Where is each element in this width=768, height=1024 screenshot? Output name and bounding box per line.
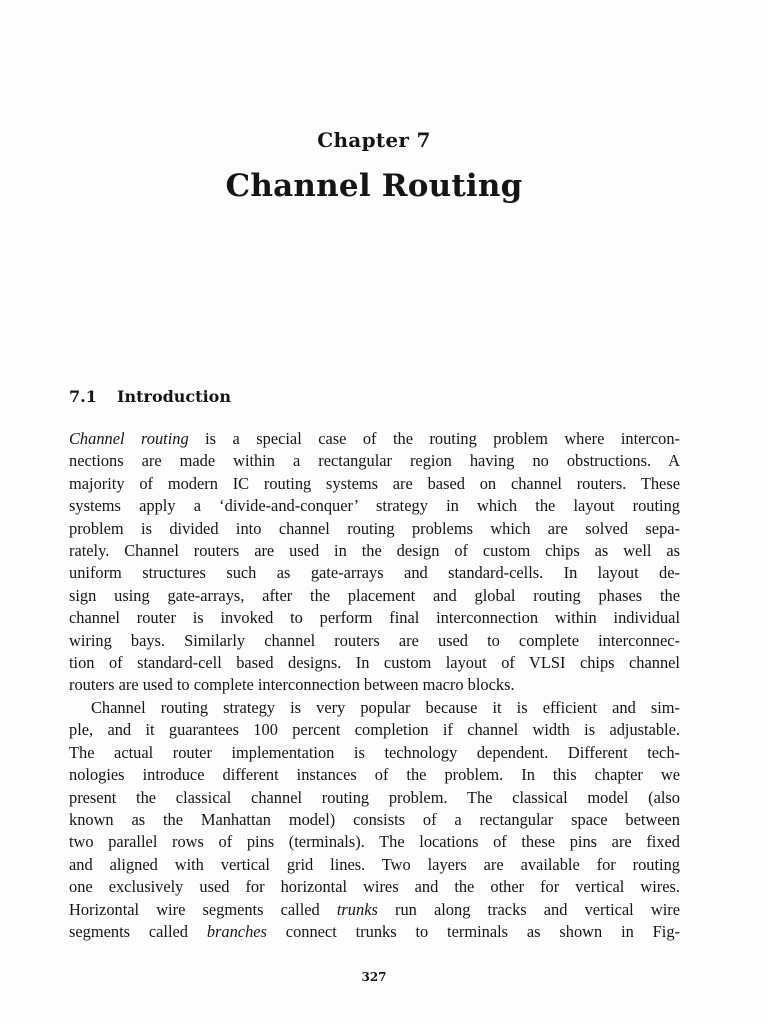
text-line: nections are made within a rectangular region having no obstructions. A xyxy=(69,451,680,471)
emphasized-term: trunks xyxy=(336,899,378,919)
text-line: one exclusively used for horizontal wires and the other for vertical wires. xyxy=(69,877,680,897)
text-line: segments called branches connect trunks to terminals as shown in Fig- xyxy=(69,921,680,941)
text-line: and aligned with vertical grid lines. Two layers are available for routing xyxy=(69,854,680,874)
text-line: known as the Manhattan model) consists of a rectangular space between xyxy=(69,809,680,829)
emphasized-term: Channel routing xyxy=(69,429,189,448)
text-line: channel router is invoked to perform final interconnection within individual xyxy=(69,608,680,628)
page-number: 327 xyxy=(361,970,387,984)
text-line: routers are used to complete interconnection between macro blocks. xyxy=(69,675,515,695)
text-line: rately. Channel routers are used in the design of custom chips as well as xyxy=(69,541,680,561)
text-line: two parallel rows of pins (terminals). The locations of these pins are fixed xyxy=(69,832,680,852)
section-number: 7.1 xyxy=(69,387,97,406)
text-line: tion of standard-cell based designs. In custom layout of VLSI chips channel xyxy=(69,653,680,673)
paragraph-2 xyxy=(69,697,680,943)
chapter-label: Chapter 7 xyxy=(317,128,431,152)
section-heading xyxy=(69,387,231,406)
text-line: uniform structures such as gate-arrays and standard-cells. In layout de- xyxy=(69,563,680,583)
section-title: Introduction xyxy=(117,387,231,406)
text-line: majority of modern IC routing systems are based on channel routers. These xyxy=(69,473,680,493)
text-line: Channel routing strategy is very popular because it is efficient and sim- xyxy=(91,697,680,717)
text-line: present the classical channel routing problem. The classical model (also xyxy=(69,787,680,807)
paragraph-1 xyxy=(69,428,680,697)
text-line: nologies introduce different instances of the problem. In this chapter we xyxy=(69,765,680,785)
text-line: problem is divided into channel routing problems which are solved sepa- xyxy=(69,518,680,538)
body-text xyxy=(69,428,680,943)
text-line: Channel routing is a special case of the routing problem where intercon- xyxy=(69,429,680,448)
text-line: wiring bays. Similarly channel routers are used to complete interconnec- xyxy=(69,630,680,650)
text-line: sign using gate-arrays, after the placement and global routing phases the xyxy=(69,585,680,605)
text-line: The actual router implementation is technology dependent. Different tech- xyxy=(69,742,680,762)
text-line: systems apply a ‘divide-and-conquer’ strategy in which the layout routing xyxy=(69,496,680,516)
chapter-title: Channel Routing xyxy=(225,168,523,204)
text-line: ple, and it guarantees 100 percent completion if channel width is adjustable. xyxy=(69,720,680,740)
emphasized-term: branches xyxy=(206,921,267,941)
text-line: Horizontal wire segments called trunks run along tracks and vertical wire xyxy=(69,899,680,919)
